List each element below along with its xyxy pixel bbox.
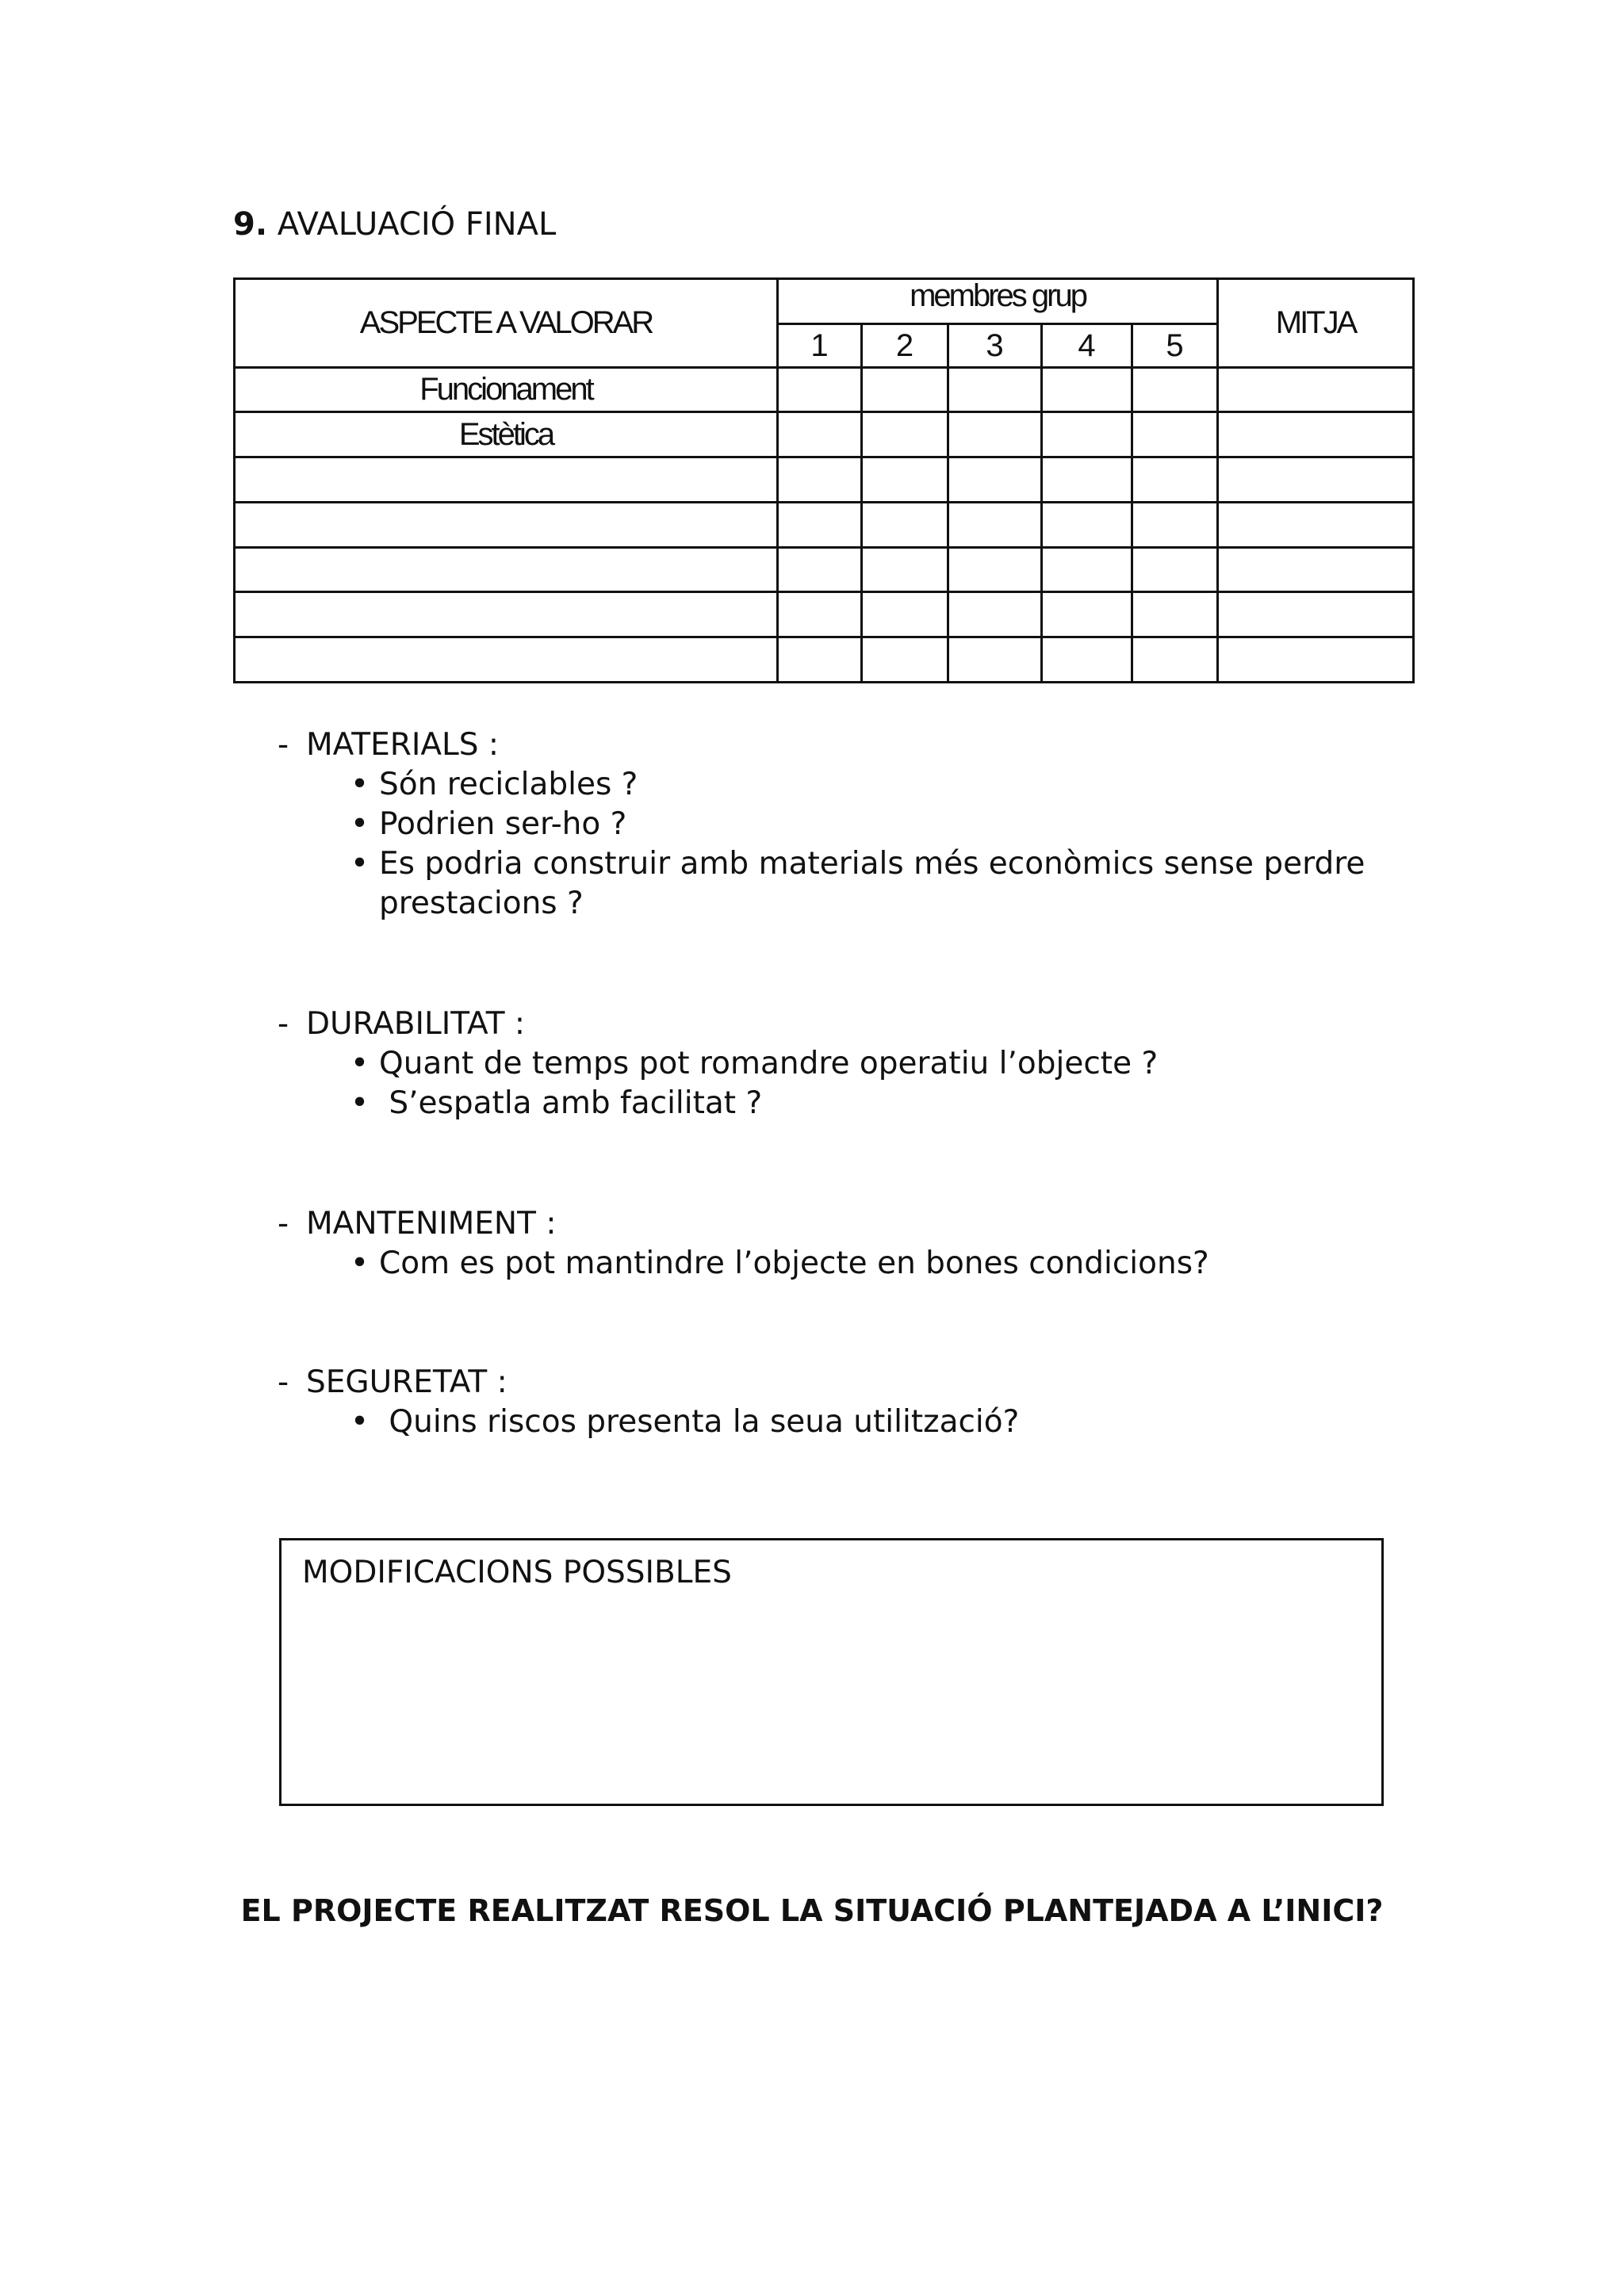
- score-cell[interactable]: [778, 547, 862, 592]
- member-number: 5: [1132, 323, 1218, 367]
- score-cell[interactable]: [1132, 457, 1218, 503]
- list-item: [278, 844, 1427, 924]
- score-cell[interactable]: [948, 502, 1042, 547]
- aspect-cell: Estètica: [235, 412, 778, 457]
- aspect-cell: [235, 547, 778, 592]
- table-row: [235, 547, 1414, 592]
- score-cell[interactable]: [1132, 367, 1218, 412]
- score-cell[interactable]: [862, 502, 948, 547]
- list-item-text: Quins riscos presenta la seua utilització?: [379, 1404, 1020, 1440]
- aspect-cell: [235, 457, 778, 503]
- section-spacer: [278, 1284, 1427, 1363]
- criteria-title: [278, 1004, 1427, 1044]
- score-cell[interactable]: [1042, 412, 1132, 457]
- score-cell[interactable]: [1132, 412, 1218, 457]
- criteria-section: [278, 1363, 1427, 1442]
- average-cell[interactable]: [1218, 457, 1414, 503]
- bullet-icon: •: [350, 767, 370, 802]
- evaluation-table: [233, 277, 1415, 683]
- score-cell[interactable]: [862, 457, 948, 503]
- criteria-section: [278, 725, 1427, 924]
- score-cell[interactable]: [862, 412, 948, 457]
- list-item: [278, 1084, 1427, 1123]
- criteria-list: [278, 765, 1427, 924]
- criteria-list: [278, 1044, 1427, 1123]
- criteria-title: [278, 1363, 1427, 1402]
- list-item-text: Són reciclables ?: [379, 767, 638, 802]
- score-cell[interactable]: [1132, 637, 1218, 683]
- score-cell[interactable]: [948, 412, 1042, 457]
- list-item-text: Com es pot mantindre l’objecte en bones condicions?: [379, 1246, 1209, 1281]
- score-cell[interactable]: [1132, 592, 1218, 637]
- average-cell[interactable]: [1218, 547, 1414, 592]
- table-row: [235, 412, 1414, 457]
- score-cell[interactable]: [948, 637, 1042, 683]
- list-item: [278, 805, 1427, 844]
- criteria-title-text: MANTENIMENT :: [306, 1206, 557, 1242]
- average-cell[interactable]: [1218, 592, 1414, 637]
- criteria-section: [278, 1004, 1427, 1123]
- member-number: 3: [948, 323, 1042, 367]
- list-item-text: S’espatla amb facilitat ?: [379, 1085, 763, 1121]
- members-header: membres grup: [778, 279, 1218, 324]
- aspect-cell: [235, 502, 778, 547]
- final-question: EL PROJECTE REALITZAT RESOL LA SITUACIÓ PLANTEJADA A L’INICI?: [240, 1893, 1384, 1928]
- score-cell[interactable]: [778, 592, 862, 637]
- average-cell[interactable]: [1218, 637, 1414, 683]
- score-cell[interactable]: [778, 637, 862, 683]
- section-spacer: [278, 1123, 1427, 1204]
- list-item-text: Quant de temps pot romandre operatiu l’objecte ?: [379, 1046, 1159, 1081]
- modifications-label: MODIFICACIONS POSSIBLES: [302, 1555, 732, 1590]
- score-cell[interactable]: [1042, 502, 1132, 547]
- table-row: [235, 502, 1414, 547]
- aspect-cell: [235, 592, 778, 637]
- list-item: [278, 1244, 1427, 1284]
- score-cell[interactable]: [1132, 502, 1218, 547]
- dash-marker: -: [278, 727, 289, 763]
- score-cell[interactable]: [862, 547, 948, 592]
- section-number: 9.: [233, 206, 268, 243]
- score-cell[interactable]: [1042, 367, 1132, 412]
- criteria-title: [278, 725, 1427, 765]
- evaluation-criteria: [278, 725, 1427, 1442]
- bullet-icon: •: [350, 1246, 370, 1281]
- criteria-list: [278, 1244, 1427, 1284]
- criteria-title: [278, 1204, 1427, 1244]
- list-item: [278, 1044, 1427, 1084]
- table-row: [235, 637, 1414, 683]
- score-cell[interactable]: [778, 502, 862, 547]
- average-cell[interactable]: [1218, 502, 1414, 547]
- dash-marker: -: [278, 1364, 289, 1400]
- aspect-header: ASPECTE A VALORAR: [235, 279, 778, 368]
- dash-marker: -: [278, 1206, 289, 1242]
- score-cell[interactable]: [862, 592, 948, 637]
- score-cell[interactable]: [862, 367, 948, 412]
- score-cell[interactable]: [1042, 547, 1132, 592]
- criteria-list: [278, 1402, 1427, 1442]
- score-cell[interactable]: [778, 457, 862, 503]
- section-heading: [233, 205, 556, 244]
- list-item-text: Es podria construir amb materials més econòmics sense perdre prestacions ?: [379, 846, 1375, 921]
- member-number: 1: [778, 323, 862, 367]
- score-cell[interactable]: [778, 367, 862, 412]
- section-spacer: [278, 924, 1427, 1004]
- score-cell[interactable]: [1132, 547, 1218, 592]
- average-header: MITJA: [1218, 279, 1414, 368]
- score-cell[interactable]: [778, 412, 862, 457]
- score-cell[interactable]: [948, 592, 1042, 637]
- criteria-title-text: SEGURETAT :: [306, 1364, 508, 1400]
- member-number: 4: [1042, 323, 1132, 367]
- bullet-icon: •: [350, 806, 370, 842]
- bullet-icon: •: [350, 1046, 370, 1081]
- aspect-cell: [235, 637, 778, 683]
- table-row: [235, 592, 1414, 637]
- average-cell[interactable]: [1218, 412, 1414, 457]
- score-cell[interactable]: [1042, 592, 1132, 637]
- score-cell[interactable]: [1042, 457, 1132, 503]
- score-cell[interactable]: [1042, 637, 1132, 683]
- bullet-icon: •: [350, 846, 370, 882]
- section-title: AVALUACIÓ FINAL: [277, 206, 557, 243]
- aspect-cell: Funcionament: [235, 367, 778, 412]
- table-row: [235, 367, 1414, 412]
- list-item-text: Podrien ser-ho ?: [379, 806, 627, 842]
- list-item: [278, 765, 1427, 805]
- score-cell[interactable]: [948, 367, 1042, 412]
- criteria-section: [278, 1204, 1427, 1284]
- list-item: [278, 1402, 1427, 1442]
- table-row: [235, 457, 1414, 503]
- bullet-icon: •: [350, 1085, 370, 1121]
- score-cell[interactable]: [862, 637, 948, 683]
- criteria-title-text: MATERIALS :: [306, 727, 500, 763]
- modifications-box[interactable]: [279, 1538, 1384, 1806]
- bullet-icon: •: [350, 1404, 370, 1440]
- average-cell[interactable]: [1218, 367, 1414, 412]
- member-number: 2: [862, 323, 948, 367]
- dash-marker: -: [278, 1006, 289, 1042]
- criteria-title-text: DURABILITAT :: [306, 1006, 526, 1042]
- score-cell[interactable]: [948, 457, 1042, 503]
- score-cell[interactable]: [948, 547, 1042, 592]
